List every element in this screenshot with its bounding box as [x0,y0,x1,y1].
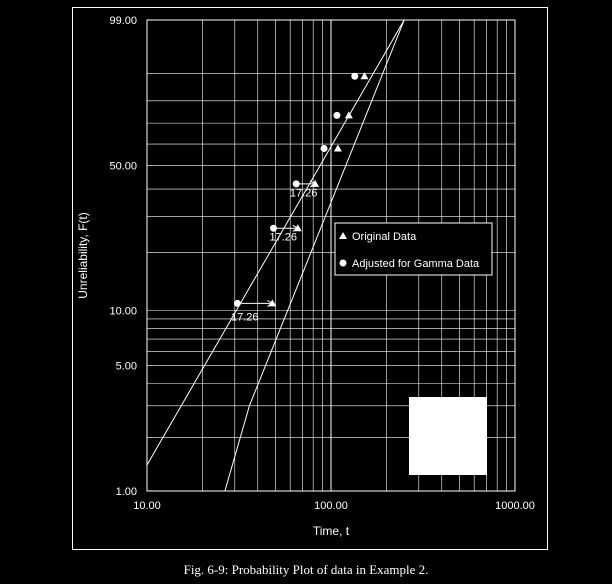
x-tick-label: 1000.00 [495,500,535,512]
x-tick-label: 100.00 [314,500,348,512]
y-tick-label: 10.00 [109,305,137,318]
adjusted-data-point [293,180,300,187]
legend-label: Original Data [352,231,417,243]
y-tick-label: 99.00 [109,15,137,27]
legend-label: Adjusted for Gamma Data [352,258,480,270]
white-block [409,397,487,475]
probability-plot [73,8,549,551]
legend-marker-circle [340,260,347,267]
y-tick-label: 5.00 [115,360,137,373]
figure-caption: Fig. 6-9: Probability Plot of data in Example 2. [183,562,429,577]
gamma-annotation: 17.26 [269,231,297,244]
y-tick-label: 1.00 [115,486,137,498]
adjusted-data-point [351,73,358,80]
y-axis-title: Unreliability, F(t) [76,212,90,299]
x-axis-title: Time, t [312,524,350,538]
legend [335,223,492,275]
y-tick-label: 50.00 [109,160,137,173]
original-data-point [345,111,353,118]
original-data-point [334,145,342,152]
gamma-annotation: 17.26 [289,187,318,200]
chart-frame [72,7,548,550]
gamma-annotation: 17.26 [231,311,259,324]
adjusted-data-point [234,300,241,307]
adjusted-data-point [321,145,328,152]
x-tick-label: 10.00 [133,500,161,512]
adjusted-data-point [333,112,340,119]
